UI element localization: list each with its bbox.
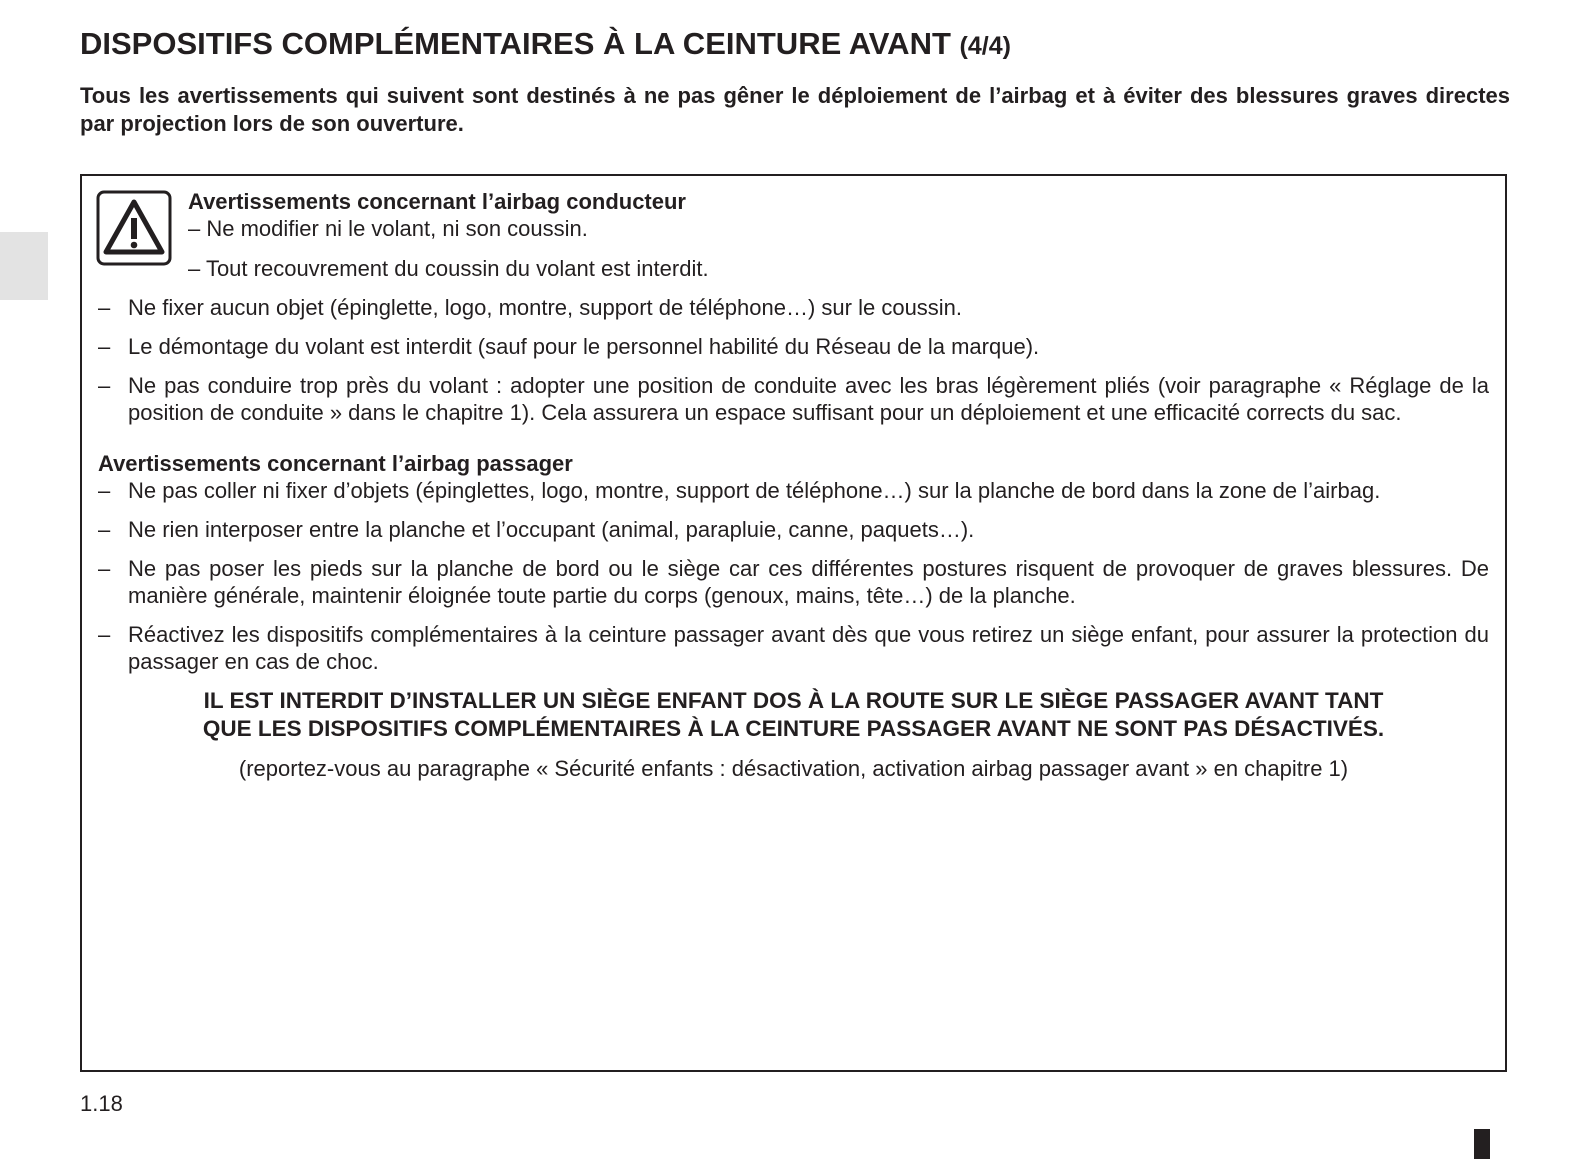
page-title-text: DISPOSITIFS COMPLÉMENTAIRES À LA CEINTURE AVANT — [80, 26, 951, 61]
page-title-part-indicator: (4/4) — [959, 32, 1011, 60]
driver-intro — [98, 188, 1489, 282]
driver-warning-line: – Ne modifier ni le volant, ni son coussin. — [188, 216, 588, 241]
chapter-tab — [0, 232, 48, 300]
intro-paragraph: Tous les avertissements qui suivent sont destinés à ne pas gêner le déploiement de l’airbag et à éviter des blessures graves directes par projection lors de son ouverture. — [80, 83, 1510, 136]
page-corner-marker — [1474, 1129, 1490, 1159]
page-title — [80, 26, 1011, 62]
passenger-airbag-heading: Avertissements concernant l’airbag passager — [98, 451, 573, 476]
driver-warning-list — [98, 294, 1489, 426]
driver-airbag-heading: Avertissements concernant l’airbag conducteur — [188, 189, 686, 214]
warning-box — [80, 174, 1507, 1072]
list-item: – Ne pas coller ni fixer d’objets (épinglettes, logo, montre, support de téléphone…) sur la planche de bord dans la zone de l’airbag. — [98, 477, 1489, 504]
child-seat-prohibition-line-1: IL EST INTERDIT D’INSTALLER UN SIÈGE ENFANT DOS À LA ROUTE SUR LE SIÈGE PASSAGER AVANT TANT — [203, 688, 1384, 713]
list-item: – Ne rien interposer entre la planche et l’occupant (animal, parapluie, canne, paquets…). — [98, 516, 1489, 543]
list-item: – Le démontage du volant est interdit (sauf pour le personnel habilité du Réseau de la marque). — [98, 333, 1489, 360]
passenger-warning-list — [98, 477, 1489, 675]
list-item: – Réactivez les dispositifs complémentaires à la ceinture passager avant dès que vous retirez un siège enfant, pour assurer la protection du passager en cas de choc. — [98, 621, 1489, 675]
warning-content — [98, 188, 1489, 782]
chapter-reference: (reportez-vous au paragraphe « Sécurité enfants : désactivation, activation airbag passager avant » en chapitre 1) — [238, 756, 1349, 781]
child-seat-prohibition-line-2: QUE LES DISPOSITIFS COMPLÉMENTAIRES À LA CEINTURE PASSAGER AVANT NE SONT PAS DÉSACTIVÉS. — [202, 716, 1385, 741]
passenger-section — [98, 450, 1489, 782]
page-number: 1.18 — [80, 1091, 123, 1116]
child-seat-prohibition — [98, 687, 1489, 743]
list-item: – Ne pas conduire trop près du volant : adopter une position de conduite avec les bras légèrement pliés (voir paragraphe « Réglage de la position de conduite » dans le chapitre 1). Cela assurera un espace suffisant pour un déploiement et une efficacité corrects du sac. — [98, 372, 1489, 426]
list-item: – Ne pas poser les pieds sur la planche de bord ou le siège car ces différentes postures risquent de provoquer de graves blessures. De manière générale, maintenir éloignée toute partie du corps (genoux, mains, tête…) de la planche. — [98, 555, 1489, 609]
list-item: – Ne fixer aucun objet (épinglette, logo, montre, support de téléphone…) sur le coussin. — [98, 294, 1489, 321]
driver-warning-line: – Tout recouvrement du coussin du volant est interdit. — [188, 256, 709, 281]
